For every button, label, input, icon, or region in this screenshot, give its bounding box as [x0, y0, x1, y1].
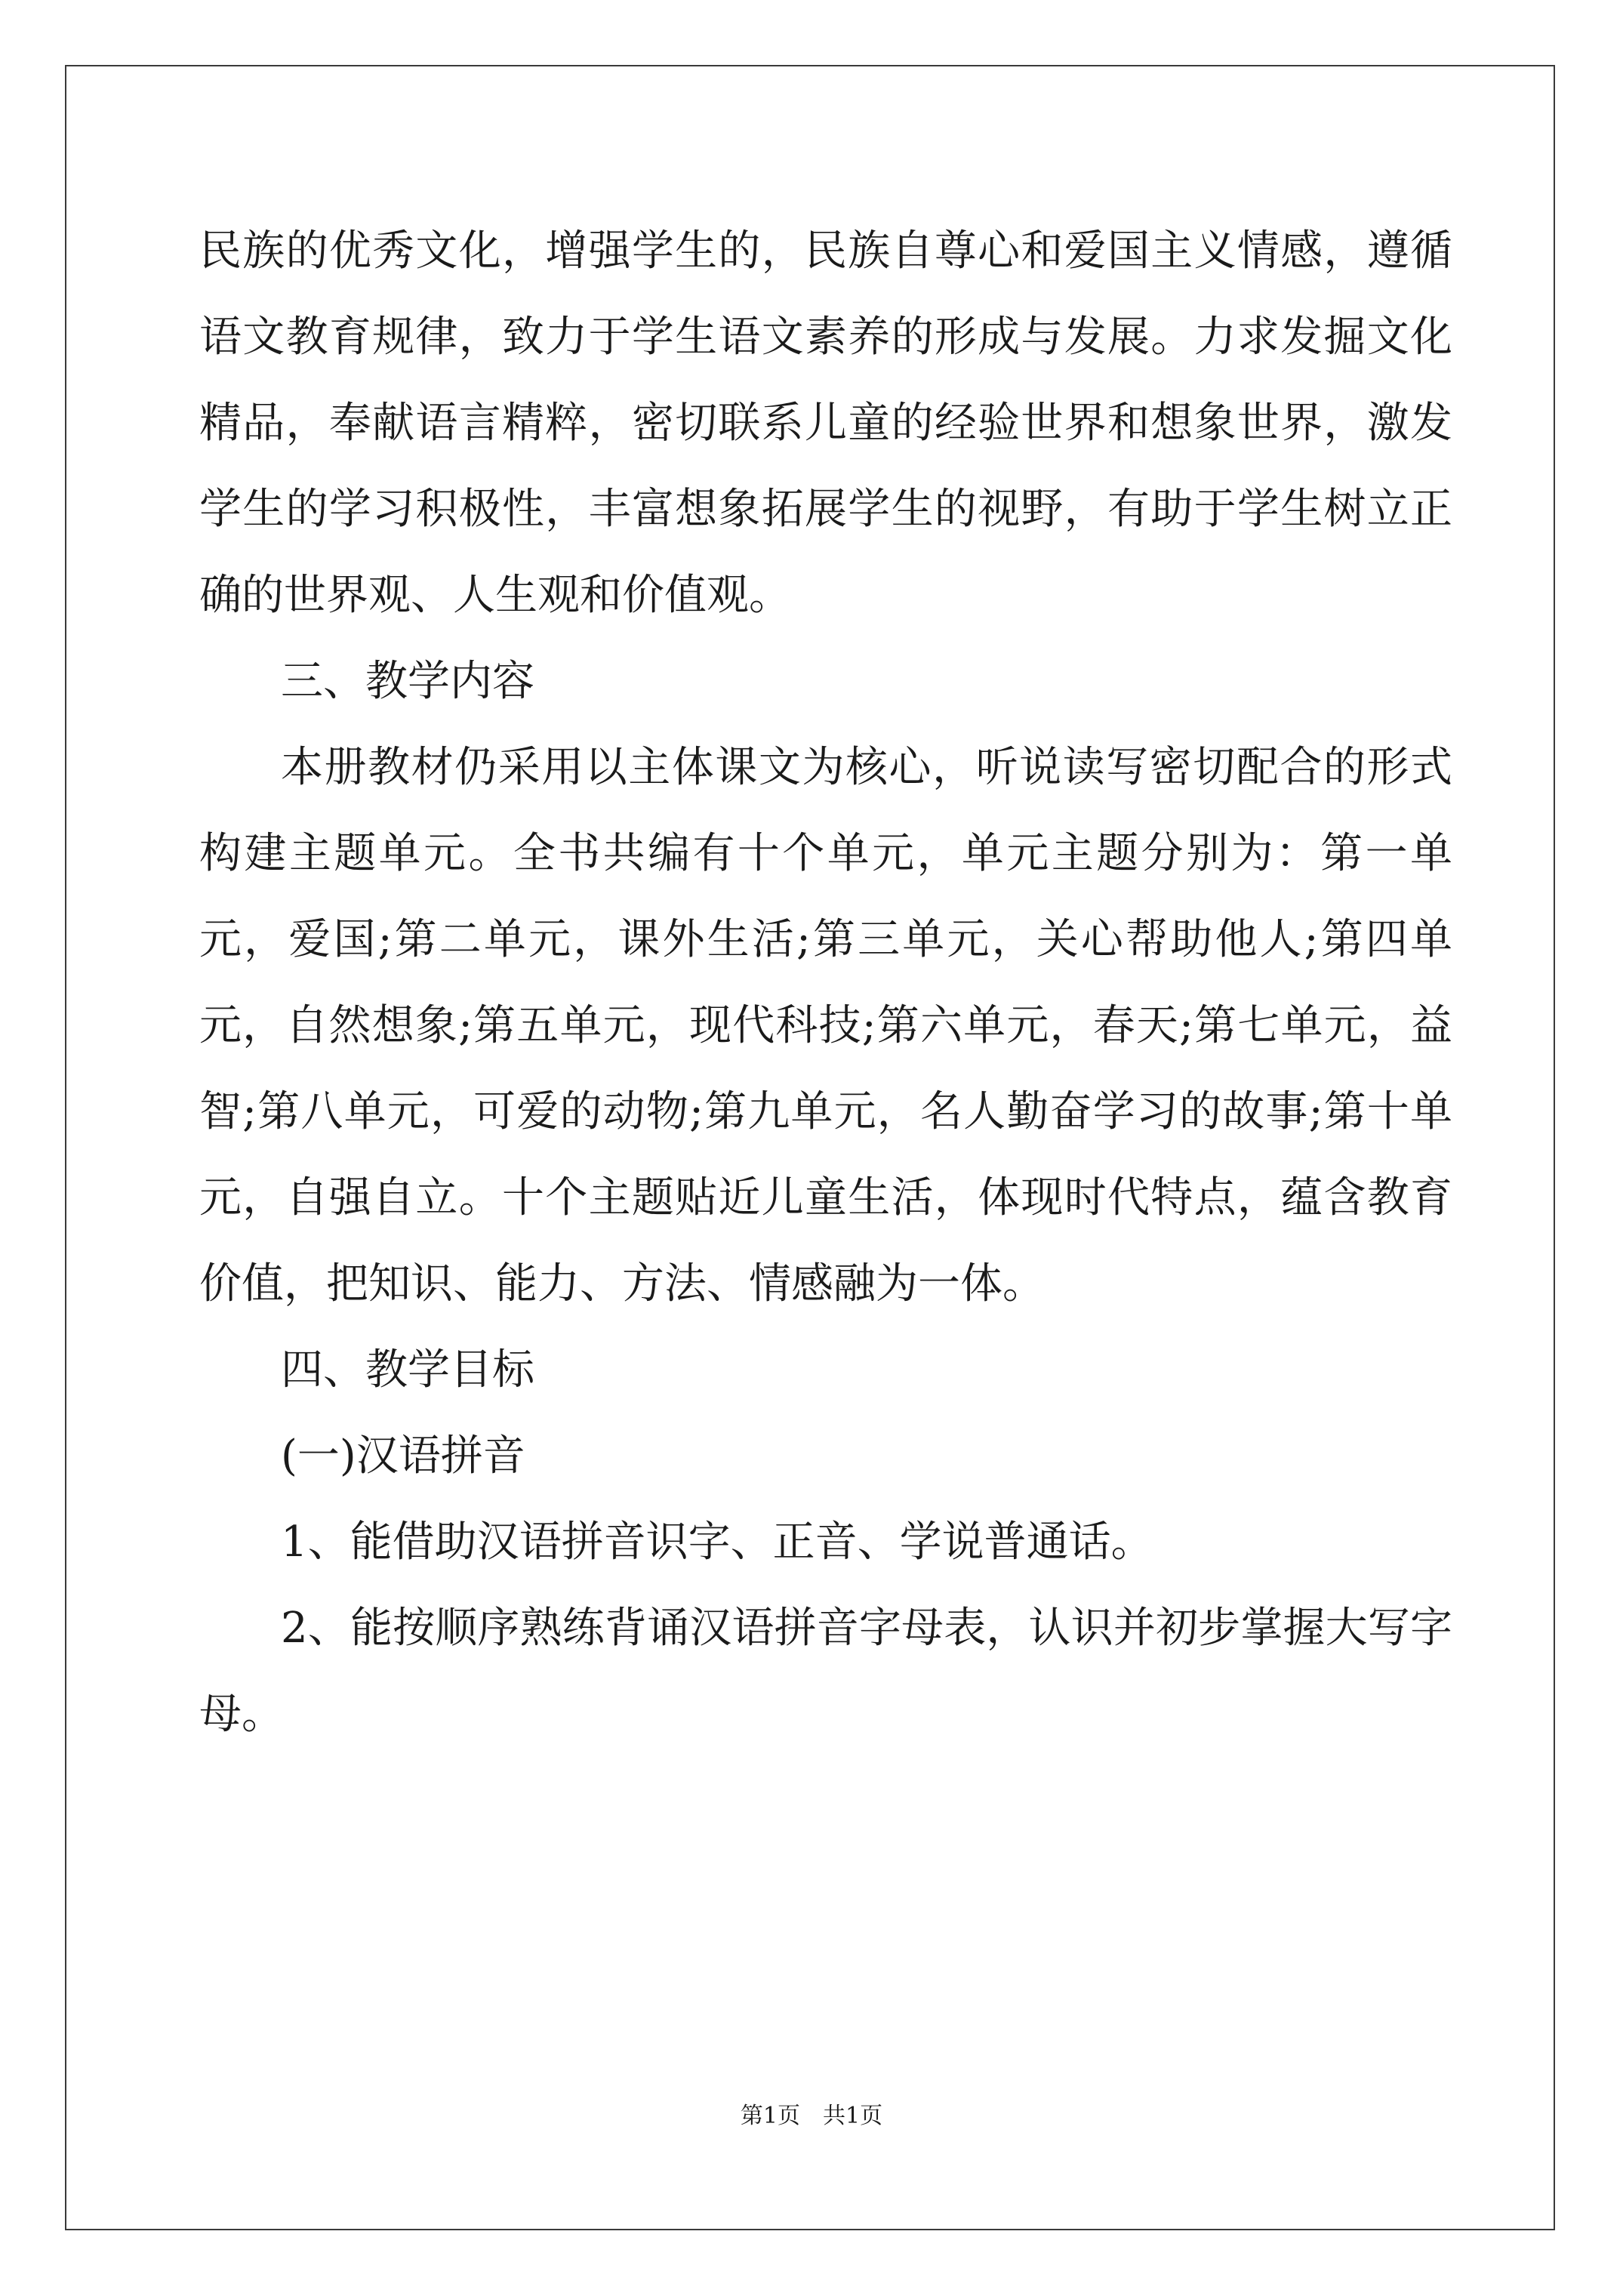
paragraph-teaching-content: 本册教材仍采用以主体课文为核心，听说读写密切配合的形式构建主题单元。全书共编有十个单元，单元主题分别为：第一单元，爱国;第二单元，课外生活;第三单元，关心帮助他人;第四单元，自然想象;第五单元，现代科技;第六单元，春天;第七单元，益智;第八单元，可爱的动物;第九单元，名人勤奋学习的故事;第十单元，自强自立。十个主题贴近儿童生活，体现时代特点，蕴含教育价值，把知识、能力、方法、情感融为一体。: [199, 743, 1452, 1308]
page-total: 共1页: [823, 2103, 883, 2129]
paragraph-intro-continued: 民族的优秀文化，增强学生的，民族自尊心和爱国主义情感，遵循语文教育规律，致力于学生语文素养的形成与发展。力求发掘文化精品，奉献语言精粹，密切联系儿童的经验世界和想象世界，激发学生的学习积极性，丰富想象拓展学生的视野，有助于学生树立正确的世界观、人生观和价值观。: [199, 227, 1452, 620]
page-number: 第1页: [740, 2103, 800, 2129]
list-item-1: 1、能借助汉语拼音识字、正音、学说普通话。: [281, 1518, 1153, 1567]
page-footer: [0, 2101, 1623, 2131]
list-item-2: 2、能按顺序熟练背诵汉语拼音字母表，认识并初步掌握大写字母。: [199, 1604, 1452, 1739]
section-heading-teaching-content: 三、教学内容: [281, 657, 534, 706]
document-body: [199, 208, 1452, 1758]
subsection-heading-pinyin: (一)汉语拼音: [281, 1432, 525, 1481]
section-heading-teaching-goals: 四、教学目标: [281, 1345, 534, 1395]
